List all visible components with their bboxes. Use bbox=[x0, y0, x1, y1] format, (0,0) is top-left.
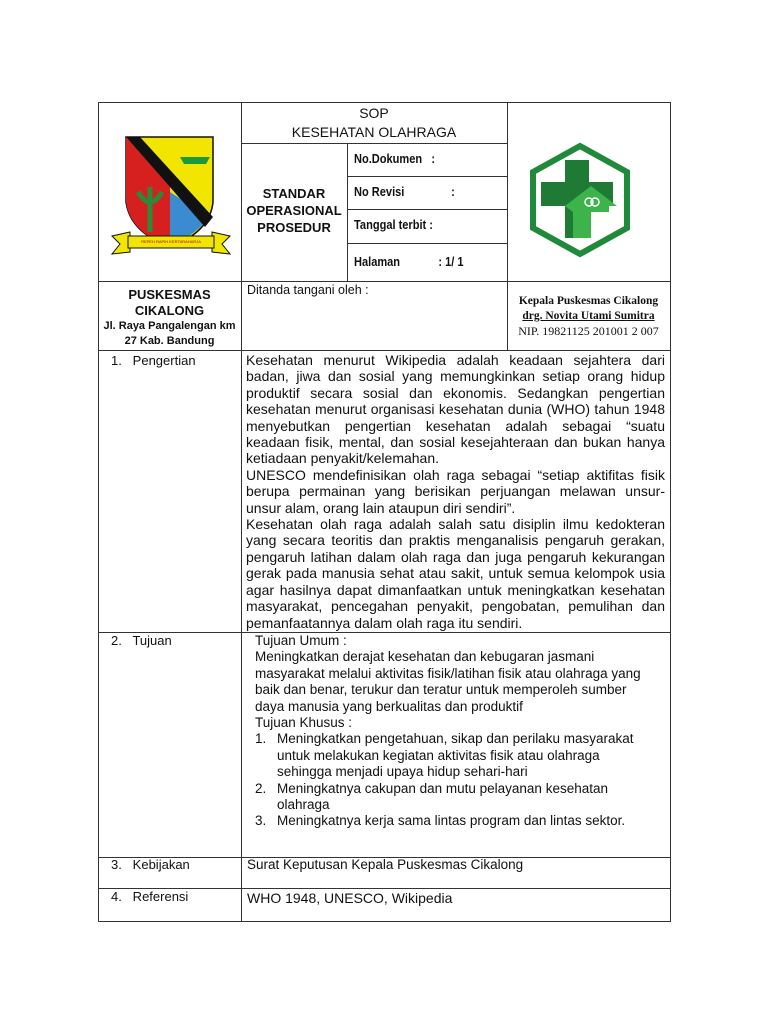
signed-by-label: Ditanda tangani oleh : bbox=[247, 283, 369, 297]
sop-label: SOP bbox=[359, 105, 389, 121]
paragraph: Kesehatan olah raga adalah salah satu disiplin ilmu kedokteran yang secara teoritis dan praktis menganalisis pengaruh gerakan, pengaruh latihan dalam olah raga dan juga pengaruh kekurangan gerak pada manusia sehat atau sakit, untuk semua kelompok usia agar hasilnya dapat dimanfaatkan untuk meningkatkan kesehatan masyarakat, pencegahan penyakit, pengobatan, pemulihan dan pemanfaatannya dalam olah raga itu sendiri. bbox=[246, 516, 665, 631]
organization-info bbox=[98, 287, 241, 349]
paragraph: UNESCO mendefinisikan olah raga sebagai “setiap aktifitas fisik berupa permainan yang berisikan perjuangan melawan unsur-unsur alam, orang lain ataupun diri sendiri”. bbox=[246, 466, 665, 516]
paragraph: Kesehatan menurut Wikipedia adalah keadaan sejahtera dari badan, jiwa dan sosial yang memungkinkan setiap orang hidup produktif secara sosial dan ekonomis. Sedangkan pengertian kesehatan menurut organisasi kesehatan dunia (WHO) tahun 1948 menyebutkan pengertian kesehatan adalah sebagai “suatu keadaan fisik, mental, dan sosial kesejahteraan dan bukan hanya ketiadaan penyakit/kelemahan. bbox=[246, 352, 665, 467]
section-label-referensi: 4. Referensi bbox=[111, 889, 189, 904]
table-border bbox=[98, 281, 671, 282]
pengertian-content bbox=[246, 352, 665, 631]
section-label-kebijakan: 3. Kebijakan bbox=[111, 857, 190, 872]
list-item: 1. Meningkatkan pengetahuan, sikap dan perilaku masyarakat untuk melakukan kegiatan aktivitas fisik atau olahraga sehingga menjadi upaya hidup sehari-hari bbox=[255, 731, 634, 780]
regency-logo bbox=[110, 132, 232, 257]
signatory-nip: NIP. 19821125 201001 2 007 bbox=[518, 324, 659, 338]
field-no-revisi: No Revisi : bbox=[354, 184, 455, 199]
list-item: 2. Meningkatnya cakupan dan mutu pelayanan kesehatan olahraga bbox=[255, 780, 608, 813]
field-halaman: Halaman : 1/ 1 bbox=[354, 254, 464, 269]
tujuan-khusus-heading: Tujuan Khusus : bbox=[255, 715, 353, 731]
std-line: STANDAR bbox=[262, 186, 326, 201]
table-border bbox=[98, 350, 671, 351]
tujuan-khusus-list bbox=[255, 731, 650, 829]
table-border bbox=[347, 243, 507, 244]
table-border bbox=[347, 143, 348, 281]
org-name: PUSKESMAS bbox=[128, 287, 211, 302]
signatory-role: Kepala Puskesmas Cikalong bbox=[518, 295, 659, 307]
std-line: PROSEDUR bbox=[257, 220, 331, 235]
org-name: CIKALONG bbox=[134, 303, 205, 318]
tujuan-umum-heading: Tujuan Umum : bbox=[255, 633, 347, 648]
std-line: OPERASIONAL bbox=[246, 203, 342, 218]
tujuan-content bbox=[255, 633, 650, 830]
field-no-dokumen: No.Dokumen : bbox=[354, 151, 436, 166]
document-title bbox=[241, 104, 507, 142]
table-border bbox=[241, 143, 507, 144]
standar-operasional-prosedur bbox=[241, 185, 347, 236]
section-label-tujuan: 2. Tujuan bbox=[111, 633, 172, 648]
sop-title: KESEHATAN OLAHRAGA bbox=[291, 124, 457, 140]
referensi-content: WHO 1948, UNESCO, Wikipedia bbox=[247, 890, 453, 906]
section-label-pengertian: 1. Pengertian bbox=[111, 353, 196, 368]
table-border bbox=[347, 176, 507, 177]
org-address: Jl. Raya Pangalengan km bbox=[103, 320, 236, 332]
list-item: 3. Meningkatnya kerja sama lintas program dan lintas sektor. bbox=[255, 813, 626, 829]
table-border bbox=[347, 209, 507, 210]
table-border bbox=[98, 102, 99, 922]
kebijakan-content: Surat Keputusan Kepala Puskesmas Cikalong bbox=[247, 857, 524, 872]
logo-motto: REPEH RAPIH KERTARAHARJA bbox=[141, 239, 201, 244]
field-tanggal-terbit: Tanggal terbit : bbox=[354, 217, 433, 232]
tujuan-umum-text: Meningkatkan derajat kesehatan dan kebugaran jasmani masyarakat melalui aktivitas fisik/latihan fisik atau olahraga yang baik dan benar, terukur dan teratur untuk memperoleh sumber daya manusia yang berkualitas dan produktif bbox=[255, 649, 641, 714]
table-border bbox=[670, 102, 671, 922]
puskesmas-logo bbox=[525, 140, 635, 260]
signatory-name: drg. Novita Utami Sumitra bbox=[522, 310, 655, 322]
table-border bbox=[98, 102, 671, 103]
signatory bbox=[507, 294, 670, 339]
org-address: 27 Kab. Bandung bbox=[124, 335, 215, 347]
table-border bbox=[98, 921, 671, 922]
